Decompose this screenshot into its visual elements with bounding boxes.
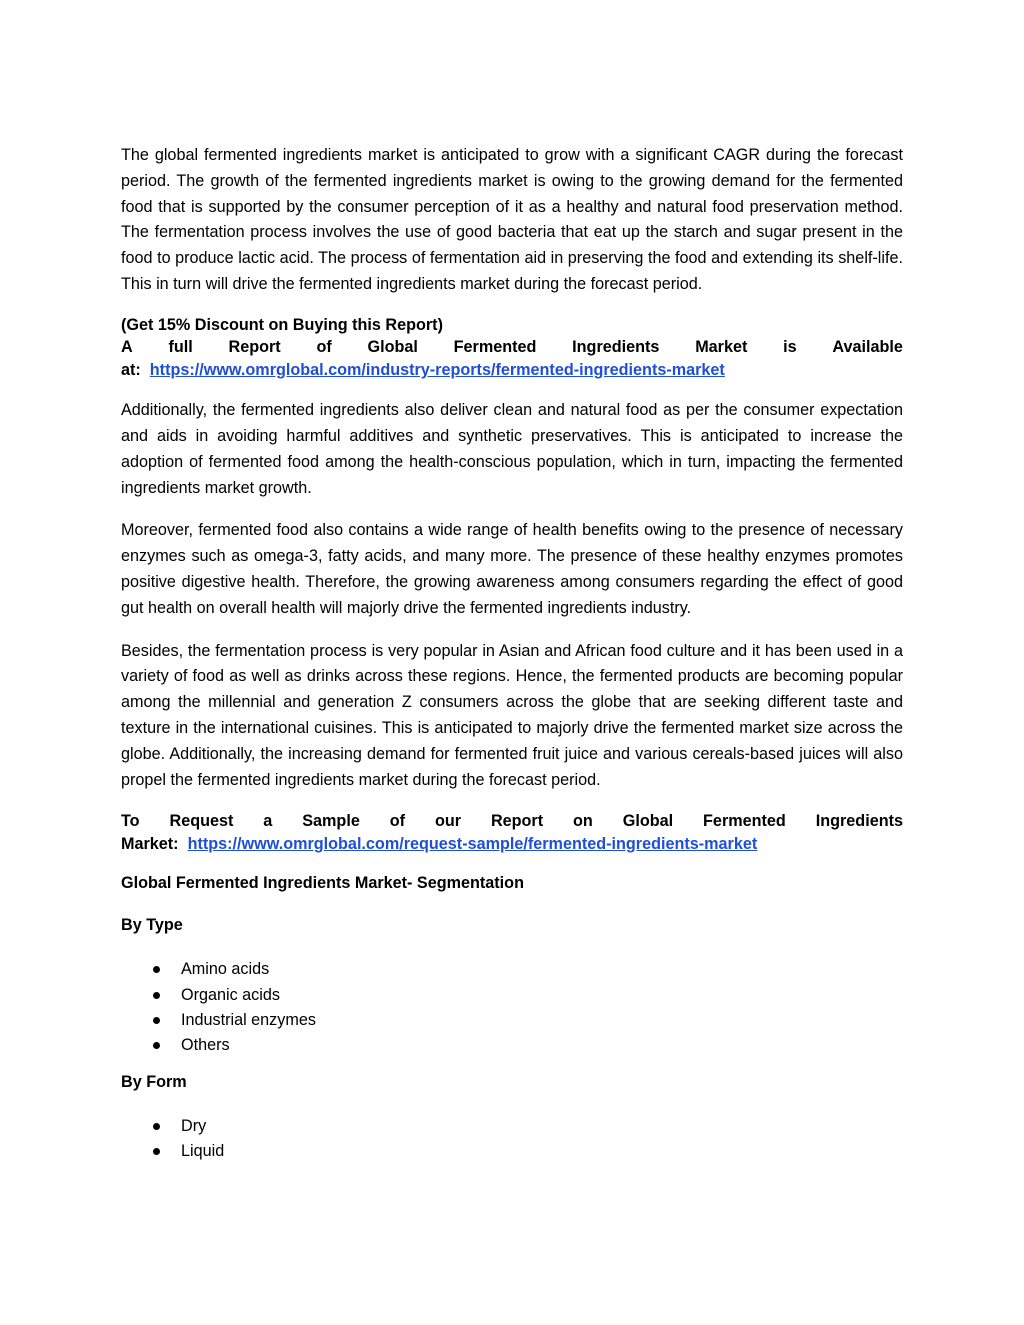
by-type-list: [121, 957, 903, 1058]
discount-line: [121, 336, 903, 359]
discount-word: is: [783, 338, 797, 357]
intro-paragraph: The global fermented ingredients market is anticipated to grow with a significant CAGR during the forecast period. The growth of the fermented ingredients market is owing to the growing demand for the fermented food that is supported by the consumer perception of it as a healthy and natural food preservation method. The fermentation process involves the use of good bacteria that eat up the starch and sugar present in the food to produce lactic acid. The process of fermentation aid in preserving the food and extending its shelf-life. This in turn will drive the fermented ingredients market during the forecast period.: [121, 146, 903, 293]
list-item-label: Organic acids: [181, 985, 280, 1004]
bullet-icon: [153, 1017, 160, 1024]
list-item-label: Liquid: [181, 1142, 225, 1161]
besides-paragraph: Besides, the fermentation process is very popular in Asian and African food culture and it has been used in a variety of food as well as drinks across these regions. Hence, the fermented products are becoming popular among the millennial and generation Z consumers across the globe that are seeking different taste and texture in the international cuisines. This is anticipated to majorly drive the fermented market size across the globe. Additionally, the increasing demand for fermented fruit juice and various cereals-based juices will also propel the fermented ingredients market during the forecast period.: [121, 641, 903, 789]
discount-word: Report: [228, 338, 281, 357]
list-item: [121, 983, 903, 1008]
bullet-icon: [153, 966, 160, 973]
discount-word: of: [316, 338, 332, 357]
list-item: [121, 957, 903, 982]
sample-link-line: [121, 833, 903, 856]
list-item: [121, 1033, 903, 1058]
sample-market-label: Market:: [121, 834, 179, 853]
by-type-heading: By Type: [121, 916, 183, 935]
discount-word: Available: [832, 338, 903, 357]
sample-word: Request: [169, 812, 234, 831]
discount-word: Market: [695, 338, 748, 357]
list-item-label: Dry: [181, 1117, 207, 1136]
list-item-label: Others: [181, 1036, 230, 1055]
discount-word: Global: [367, 338, 418, 357]
sample-word: Ingredients: [815, 812, 903, 831]
discount-word: A: [121, 338, 133, 357]
additionally-paragraph: Additionally, the fermented ingredients also deliver clean and natural food as per the consumer expectation and aids in avoiding harmful additives and synthetic preservatives. This is anticipated to increase the adoption of fermented food among the health-conscious population, which in turn, impacting the fermented ingredients market growth.: [121, 401, 903, 497]
segmentation-title: Global Fermented Ingredients Market- Segmentation: [121, 874, 524, 893]
sample-word: Sample: [302, 812, 360, 831]
moreover-paragraph: Moreover, fermented food also contains a wide range of health benefits owing to the presence of necessary enzymes such as omega-3, fatty acids, and many more. The presence of these healthy enzymes promotes positive digestive health. Therefore, the growing awareness among consumers regarding the effect of good gut health on overall health will majorly drive the fermented ingredients industry.: [121, 521, 903, 617]
by-form-list: [121, 1114, 903, 1164]
list-item: [121, 1114, 903, 1139]
discount-label: (Get 15% Discount on Buying this Report): [121, 315, 443, 334]
sample-block: [121, 810, 903, 855]
bullet-icon: [153, 1042, 160, 1049]
document-page: [121, 143, 903, 1178]
sample-line: [121, 810, 903, 833]
sample-word: our: [434, 812, 462, 831]
list-item: [121, 1008, 903, 1033]
sample-word: Report: [490, 812, 544, 831]
by-form-heading: By Form: [121, 1073, 187, 1092]
sample-link[interactable]: https://www.omrglobal.com/request-sample/fermented-ingredients-market: [187, 834, 758, 853]
sample-word: To: [121, 812, 140, 831]
discount-word: full: [168, 338, 193, 357]
sample-word: Global: [622, 812, 674, 831]
discount-block: [121, 314, 903, 382]
sample-word: Fermented: [703, 812, 786, 831]
discount-link-line: [121, 359, 903, 382]
sample-word: of: [389, 812, 406, 831]
report-link[interactable]: https://www.omrglobal.com/industry-reports/fermented-ingredients-market: [149, 360, 725, 379]
bullet-icon: [153, 1123, 160, 1130]
discount-at-label: at:: [121, 360, 141, 379]
discount-word: Fermented: [453, 338, 537, 357]
sample-word: a: [263, 812, 273, 831]
bullet-icon: [153, 1148, 160, 1155]
sample-word: on: [573, 812, 593, 831]
discount-word: Ingredients: [572, 338, 660, 357]
list-item: [121, 1139, 903, 1164]
list-item-label: Industrial enzymes: [181, 1010, 316, 1029]
bullet-icon: [153, 992, 160, 999]
list-item-label: Amino acids: [181, 960, 270, 979]
